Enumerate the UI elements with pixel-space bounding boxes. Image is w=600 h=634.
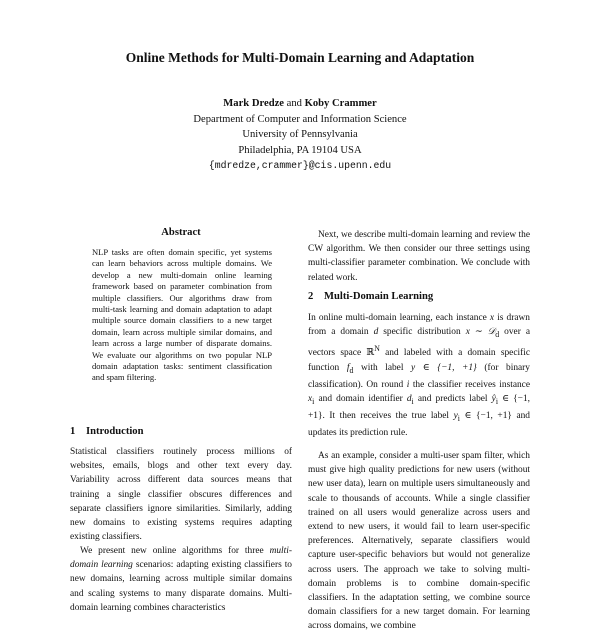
- md-p1-fd: f: [346, 362, 350, 373]
- author-1: Mark Dredze: [223, 98, 284, 109]
- intro-paragraph-1: Statistical classifiers routinely process millions of websites, emails, blogs and other text every day. Variability across different data sources means that training a single classifier obscures differences and separate classifiers ignore similarities. Similarly, adding new domains to existing systems requires adapting existing classifiers.: [70, 447, 292, 543]
- md-p1-l: and predicts label: [413, 393, 492, 404]
- md-p1-n: ∈ {−1, +1} and updates its prediction rule.: [308, 410, 530, 439]
- author-department: Department of Computer and Information Science: [193, 113, 407, 125]
- section-1-number: 1: [70, 426, 76, 437]
- md-p1-j: the classifier receives instance: [409, 379, 530, 390]
- md-p1-xi: x: [308, 393, 313, 404]
- md-p1-g: with label: [353, 362, 412, 373]
- section-2-title: Multi-Domain Learning: [324, 291, 434, 302]
- section-1-heading: [70, 426, 144, 437]
- abstract-heading: Abstract: [161, 227, 201, 238]
- author-names: [0, 96, 600, 112]
- md-p1-c: specific distribution: [378, 327, 466, 338]
- md-p1-di: d: [406, 393, 412, 404]
- paper-title: Online Methods for Multi-Domain Learning and Adaptation: [125, 50, 475, 65]
- md-p1-k: and domain identifier: [314, 393, 407, 404]
- intro-p2-start: We present new online algorithms for three: [80, 546, 270, 556]
- md-p1-x: x: [489, 313, 495, 323]
- md-p1-yhat: ŷ: [491, 393, 496, 404]
- md-p1-yhatsub: i: [495, 396, 498, 406]
- md-p1-rsup: N: [374, 344, 380, 354]
- intro-p2-end: scenarios: adapting existing classifiers to new domains, learning across multiple similar domains and scaling systems to many disparate domains. Multi-domain learning combines characteristics: [70, 560, 292, 613]
- md-p1-f: and labeled with a domain specific function: [308, 348, 530, 373]
- md-p1-fdsub: d: [349, 365, 354, 375]
- author-city: Philadelphia, PA 19104 USA: [238, 144, 362, 156]
- md-paragraph-1: [308, 311, 530, 440]
- md-p1-i: i: [406, 379, 410, 390]
- author-conjunction: and: [286, 98, 302, 109]
- md-p1-y: y ∈ {−1, +1}: [411, 362, 477, 373]
- md-paragraph-2: As an example, consider a multi-user spam filter, which must give high quality predictions for new users (without new user data), learn on multiple users simultaneously and scale to thousands of accounts. While a single classifier trained on all users would generalize across users and extend to new users, it would fail to learn user-specific preferences. Alternatively, separate classifiers would capture user-specific behaviors but would not generalize across users. The approach we take to solving multi-domain problems is to combine domain-specific classifiers. In the adaptation setting, we combine source domain classifiers for a new target domain. For learning across domains, we combine: [308, 451, 530, 632]
- md-p1-dist: x ∼ 𝒟: [465, 327, 496, 338]
- md-p1-d: d: [373, 327, 379, 338]
- intro-p2-emphasis: multi-domain learning: [70, 546, 292, 571]
- md-p1-yi: y: [453, 410, 458, 421]
- md-p1-yisub: i: [457, 413, 460, 423]
- md-p1-e: over a vectors space: [308, 327, 530, 359]
- author-2: Koby Crammer: [304, 98, 377, 109]
- md-p1-a: In online multi-domain learning, each instance: [308, 313, 490, 323]
- md-p1-disub: i: [411, 396, 414, 406]
- section-1-title: Introduction: [86, 426, 144, 437]
- section-2-heading: [308, 291, 433, 302]
- section-2-number: 2: [308, 291, 314, 302]
- md-p1-b: is drawn from a domain: [308, 313, 530, 338]
- md-p1-dsub: d: [495, 330, 500, 340]
- md-p1-m: ∈ {−1, +1}. It then receives the true label: [308, 393, 530, 421]
- md-p1-xisub: i: [312, 396, 315, 406]
- md-p1-r: ℝ: [366, 348, 375, 359]
- abstract-text: NLP tasks are often domain specific, yet systems can learn behaviors across multiple domains. We develop a new multi-domain online learning framework based on parameter combination from multiple classifiers. Our algorithms draw from multi-task learning and domain adaptation to adapt multiple source domain classifiers to a new target domain, learn across multiple similar domains, and learn across a large number of disparate domains. We evaluate our algorithms on two popular NLP domain adaptation tasks: sentiment classification and spam filtering.: [92, 247, 272, 383]
- right-intro-paragraph: Next, we describe multi-domain learning and review the CW algorithm. We then consider our three settings using multi-classifier parameter combination. We conclude with related work.: [308, 230, 530, 283]
- md-p1-h: (for binary classification). On round: [308, 362, 530, 390]
- author-email: {mdredze,crammer}@cis.upenn.edu: [208, 160, 392, 171]
- author-block: [0, 96, 600, 174]
- intro-paragraph-2: [70, 544, 292, 615]
- author-university: University of Pennsylvania: [242, 129, 358, 140]
